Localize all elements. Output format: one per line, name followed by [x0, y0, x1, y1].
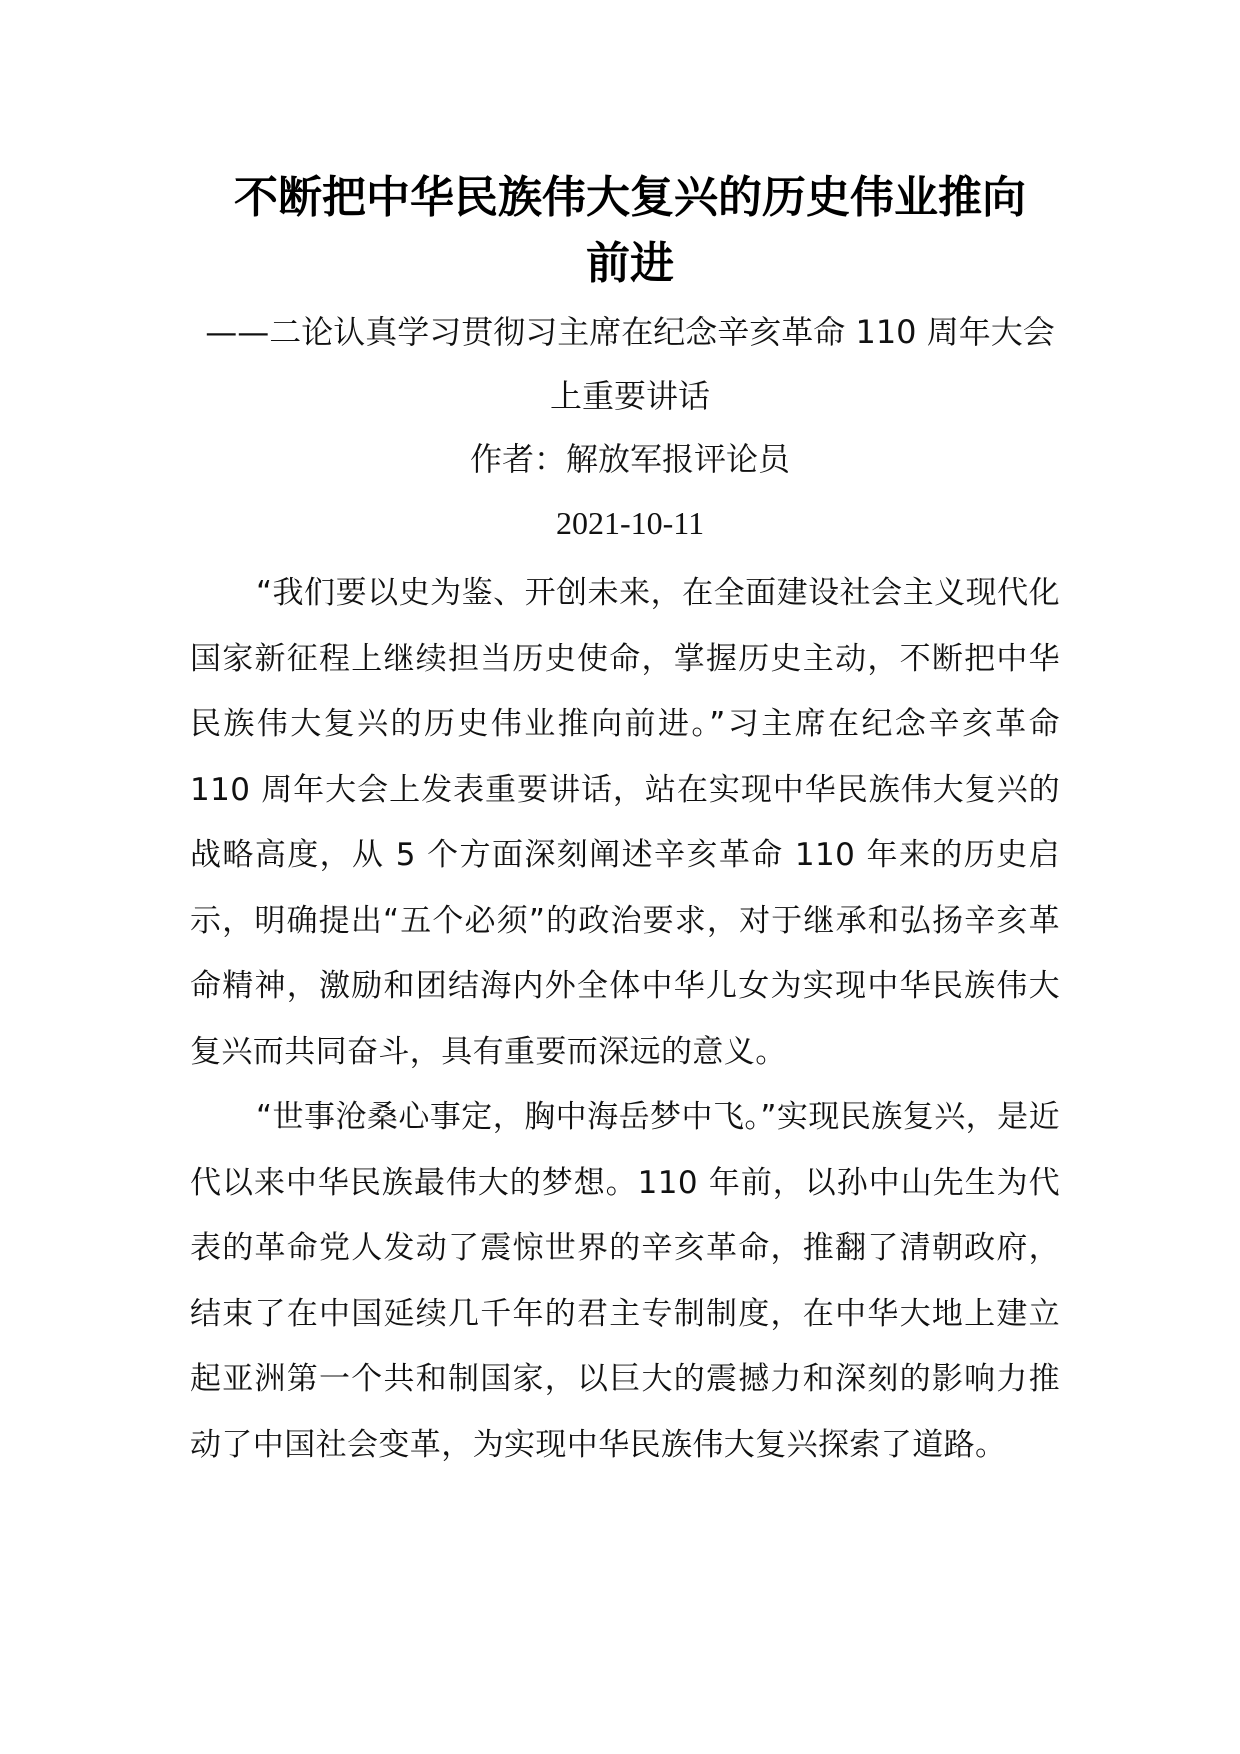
- article-body: [190, 561, 1060, 1478]
- paragraph-1: “我们要以史为鉴、开创未来，在全面建设社会主义现代化国家新征程上继续担当历史使命，掌握历史主动，不断把中华民族伟大复兴的历史伟业推向前进。”习主席在纪念辛亥革命 110 周年大会上发表重要讲话，站在实现中华民族伟大复兴的战略高度，从 5 个方面深刻阐述辛亥革命 110 年来的历史启示，明确提出“五个必须”的政治要求，对于继承和弘扬辛亥革命精神，激励和团结海内外全体中华儿女为实现中华民族伟大复兴而共同奋斗，具有重要而深远的意义。: [190, 575, 1060, 1070]
- document-title: [160, 165, 1100, 297]
- subtitle-line-2: 上重要讲话: [549, 377, 710, 415]
- title-line-1: 不断把中华民族伟大复兴的历史伟业推向: [234, 172, 1026, 223]
- publish-date: 2021-10-11: [555, 505, 705, 541]
- paragraph-2: “世事沧桑心事定，胸中海岳梦中飞。”实现民族复兴，是近代以来中华民族最伟大的梦想。110 年前，以孙中山先生为代表的革命党人发动了震惊世界的辛亥革命，推翻了清朝政府，结束了在中国延续几千年的君主专制制度，在中华大地上建立起亚洲第一个共和制国家，以巨大的震撼力和深刻的影响力推动了中国社会变革，为实现中华民族伟大复兴探索了道路。: [190, 1099, 1060, 1463]
- title-line-2: 前进: [586, 238, 674, 289]
- document-subtitle: [160, 300, 1100, 428]
- subtitle-line-1: ——二论认真学习贯彻习主席在纪念辛亥革命 110 周年大会: [205, 313, 1055, 351]
- author-line: 作者：解放军报评论员: [469, 440, 790, 478]
